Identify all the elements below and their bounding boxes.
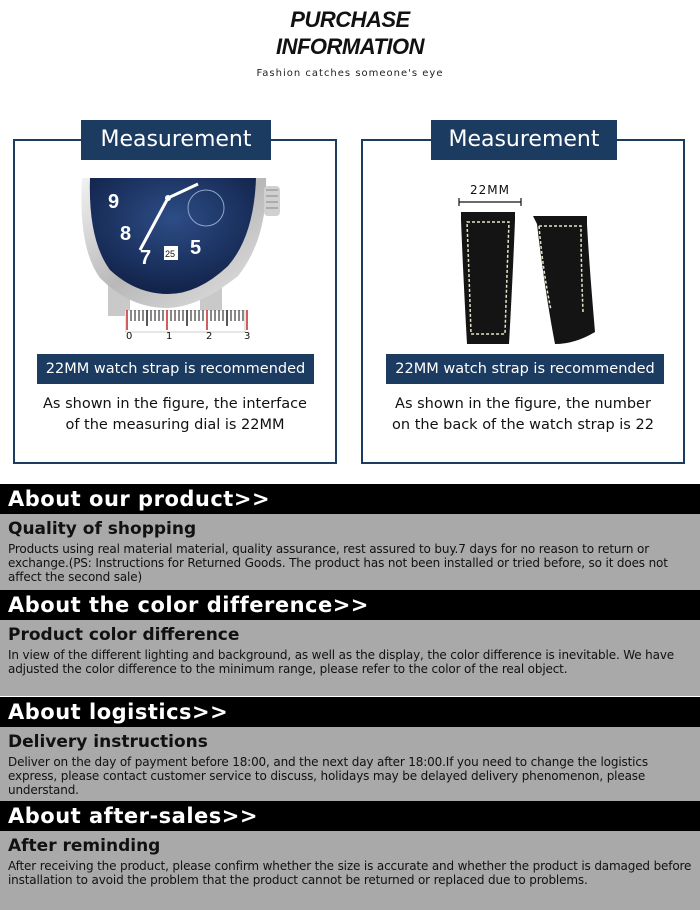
page-title-line2: INFORMATION <box>275 34 425 59</box>
ruler-label-0: 0 <box>126 331 133 340</box>
page-title-line1: PURCHASE <box>290 7 410 32</box>
strap-width-label: 22MM <box>470 183 510 197</box>
section-color-body <box>0 620 700 696</box>
section-product-text: Products using real material material, quality assurance, rest assured to buy.7 days for no reason to return or exchange.(PS: Instructions for Returned Goods. The product has not been installed or tried before, so it does not affect the second sale) <box>8 542 668 584</box>
section-product-subheading: Quality of shopping <box>8 519 197 539</box>
measurement-2-description <box>361 394 685 436</box>
page-subtitle: Fashion catches someone's eye <box>256 68 444 79</box>
section-color-text: In view of the different lighting and background, as well as the display, the color difference is inevitable. We have adjusted the color difference to the minimum range, please refer to the color of the real object. <box>8 648 675 676</box>
ruler-label-2: 2 <box>206 331 213 340</box>
strap-width-indicator <box>458 183 522 207</box>
dial-numeral-9: 9 <box>108 191 120 213</box>
measurement-1-description <box>13 394 337 436</box>
section-product-body <box>0 514 700 590</box>
ruler-label-3: 3 <box>244 331 251 340</box>
ruler-label-1: 1 <box>166 331 173 340</box>
watch-strap-illustration <box>455 212 595 347</box>
section-logistics-subheading: Delivery instructions <box>8 732 208 752</box>
section-color-subheading: Product color difference <box>8 625 240 645</box>
measurement-1-description-line1: As shown in the figure, the interface <box>43 396 307 412</box>
dial-numeral-8: 8 <box>120 223 132 245</box>
measurement-1-description-line2: of the measuring dial is 22MM <box>65 417 285 433</box>
measurement-2-description-line1: As shown in the figure, the number <box>395 396 651 412</box>
measurement-1-tab: Measurement <box>81 120 271 160</box>
measurement-2-tab: Measurement 2 <box>431 120 617 160</box>
section-aftersales-subheading: After reminding <box>8 836 161 856</box>
measurement-2-description-line2: on the back of the watch strap is 22 <box>392 417 654 433</box>
dial-numeral-5: 5 <box>190 237 202 259</box>
section-aftersales-body <box>0 831 700 910</box>
section-aftersales-heading: About after-sales>> <box>0 801 700 831</box>
ruler <box>125 310 253 340</box>
section-aftersales-text: After receiving the product, please confirm whether the size is accurate and whether the product is damaged before installation to avoid the problem that the product cannot be returned or replaced due to problems. <box>8 859 692 887</box>
section-product-heading: About our product>> <box>0 484 700 514</box>
dial-numeral-7: 7 <box>140 247 152 269</box>
section-color-heading: About the color difference>> <box>0 590 700 620</box>
section-logistics-heading: About logistics>> <box>0 697 700 727</box>
date-window: 25 <box>165 249 176 259</box>
recommendation-badge-1: 22MM watch strap is recommended <box>37 354 314 384</box>
section-logistics-text: Deliver on the day of payment before 18:00, and the next day after 18:00.If you need to change the logistics express, please contact customer service to discuss, holidays may be delayed delivery phenomenon, please understand. <box>8 755 648 797</box>
section-logistics-body <box>0 727 700 801</box>
recommendation-badge-2: 22MM watch strap is recommended <box>386 354 664 384</box>
